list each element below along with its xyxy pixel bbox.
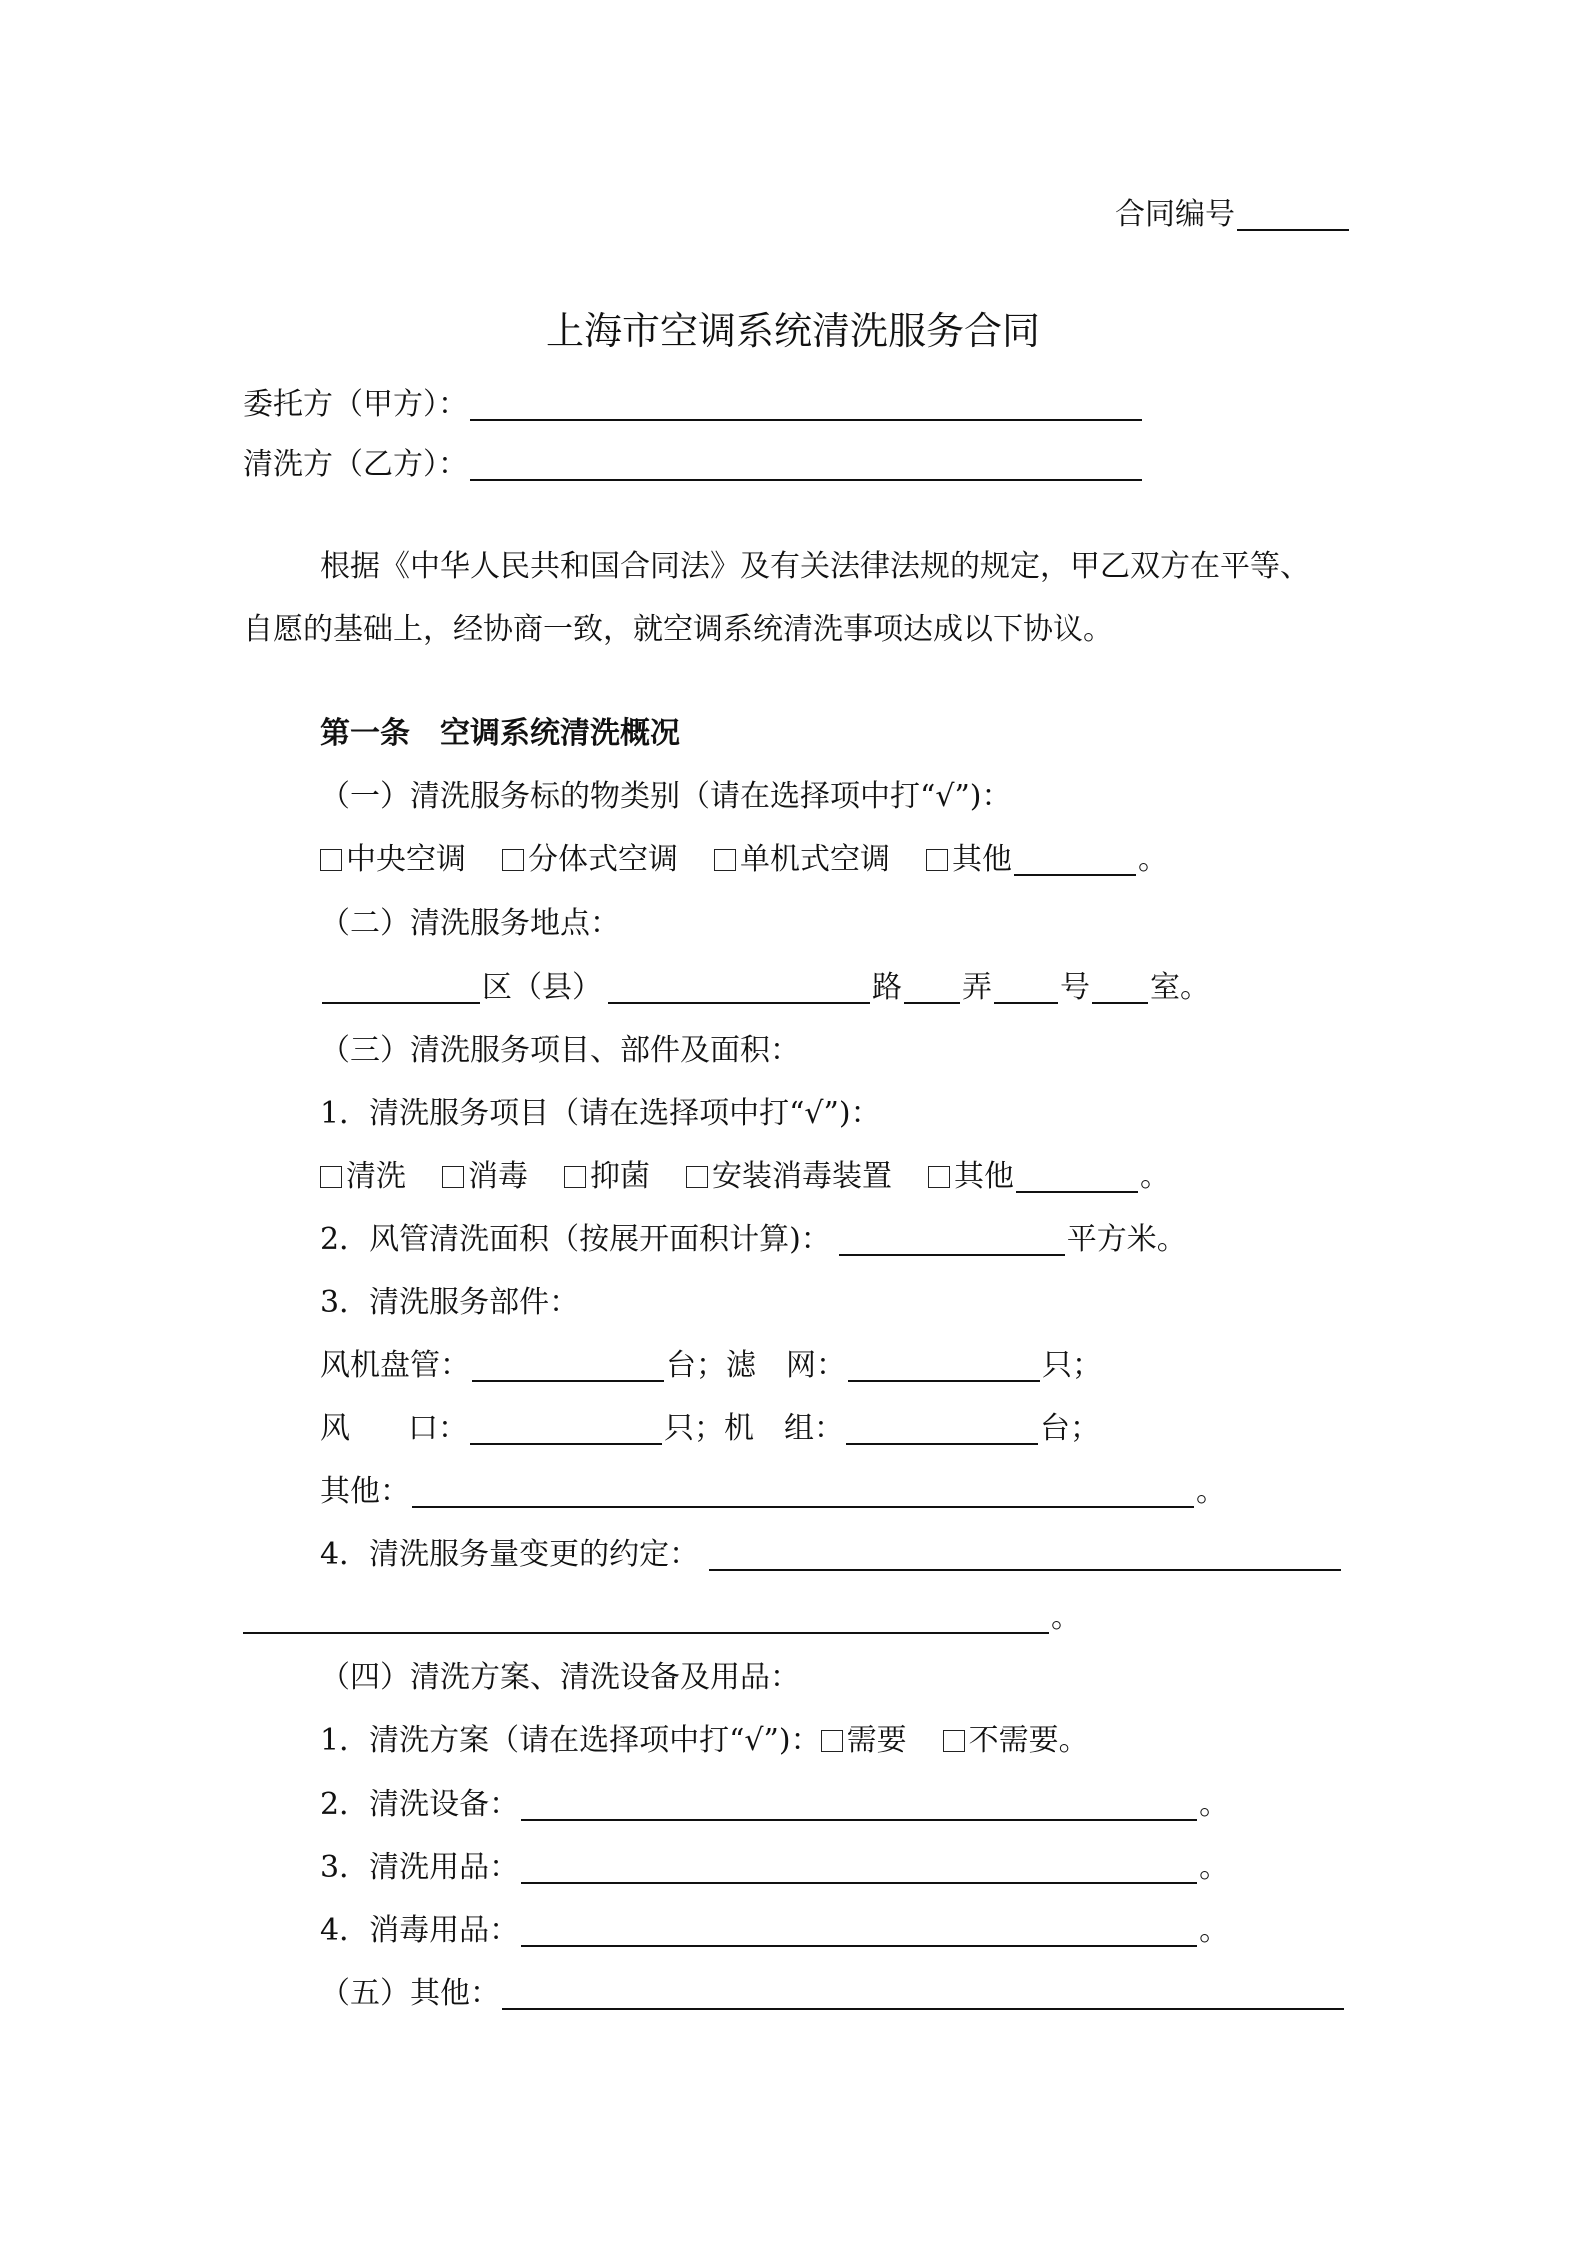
checkbox-icon[interactable] bbox=[926, 849, 948, 871]
option-central-ac[interactable]: 中央空调 bbox=[320, 838, 466, 882]
supplies-label: 3．清洗用品： bbox=[320, 1850, 520, 1885]
checkbox-icon[interactable] bbox=[502, 849, 524, 871]
filter-unit: 只； bbox=[1042, 1348, 1102, 1383]
option-window-ac[interactable]: 单机式空调 bbox=[714, 838, 890, 882]
section-4-title bbox=[320, 1656, 800, 1700]
filter-blank[interactable] bbox=[848, 1350, 1040, 1382]
preamble-line-1 bbox=[320, 545, 1310, 589]
section-3-item-4 bbox=[320, 1533, 1343, 1577]
option-antibacterial[interactable]: 抑菌 bbox=[564, 1155, 650, 1199]
fan-coil-unit: 台； bbox=[666, 1348, 726, 1383]
number-blank[interactable] bbox=[994, 972, 1058, 1004]
road-label: 路 bbox=[872, 970, 902, 1005]
number-label: 号 bbox=[1060, 970, 1090, 1005]
lane-blank[interactable] bbox=[904, 972, 960, 1004]
section-3-item-1-text: 1．清洗服务项目（请在选择项中打“√”)： bbox=[320, 1096, 881, 1131]
section-4-item-1 bbox=[320, 1719, 1089, 1763]
road-blank[interactable] bbox=[608, 972, 870, 1004]
article-1-heading bbox=[320, 712, 680, 756]
article-1-heading-text: 第一条 空调系统清洗概况 bbox=[320, 716, 680, 751]
option-other-service[interactable]: 其他 。 bbox=[928, 1155, 1170, 1199]
section-3-title-text: （三）清洗服务项目、部件及面积： bbox=[320, 1033, 800, 1068]
party-a-blank[interactable] bbox=[470, 389, 1142, 421]
equipment-label: 2．清洗设备： bbox=[320, 1787, 520, 1822]
section-1-options bbox=[320, 838, 1168, 882]
party-b-label: 清洗方（乙方）： bbox=[243, 447, 468, 482]
machine-unit: 台； bbox=[1040, 1411, 1100, 1446]
preamble-text-2: 自愿的基础上，经协商一致，就空调系统清洗事项达成以下协议。 bbox=[243, 612, 1113, 647]
change-agreement-blank-2[interactable] bbox=[243, 1602, 1049, 1634]
parts-row-2 bbox=[320, 1407, 1100, 1451]
section-3-item-1 bbox=[320, 1092, 881, 1136]
section-4-title-text: （四）清洗方案、清洗设备及用品： bbox=[320, 1660, 800, 1695]
checkbox-icon[interactable] bbox=[442, 1166, 464, 1188]
checkbox-icon[interactable] bbox=[928, 1166, 950, 1188]
section-3-item-3 bbox=[320, 1281, 579, 1325]
option-split-ac[interactable]: 分体式空调 bbox=[502, 838, 678, 882]
outlet-blank[interactable] bbox=[470, 1413, 662, 1445]
duct-area-label: 2．风管清洗面积（按展开面积计算)： bbox=[320, 1222, 831, 1257]
contract-number-row bbox=[1115, 193, 1351, 237]
option-cleaning[interactable]: 清洗 bbox=[320, 1155, 406, 1199]
contract-number-blank[interactable] bbox=[1237, 199, 1349, 231]
party-b-blank[interactable] bbox=[470, 449, 1142, 481]
supplies-blank[interactable] bbox=[521, 1852, 1197, 1884]
room-label: 室。 bbox=[1150, 970, 1210, 1005]
preamble-line-2 bbox=[243, 608, 1113, 652]
section-1-title bbox=[320, 775, 1012, 819]
section-3-item-2 bbox=[320, 1218, 1187, 1262]
checkbox-icon[interactable] bbox=[320, 1166, 342, 1188]
section-4-item-4: 4．消毒用品： 。 bbox=[320, 1909, 1229, 1953]
page-title bbox=[0, 305, 1586, 357]
section-4-item-3: 3．清洗用品： 。 bbox=[320, 1846, 1229, 1890]
lane-label: 弄 bbox=[962, 970, 992, 1005]
checkbox-icon[interactable] bbox=[821, 1730, 843, 1752]
option-plan-needed[interactable]: 需要 bbox=[821, 1719, 907, 1763]
option-install-device[interactable]: 安装消毒装置 bbox=[686, 1155, 892, 1199]
contract-number-label: 合同编号 bbox=[1115, 197, 1235, 232]
change-agreement-row-2: 。 bbox=[243, 1596, 1081, 1640]
party-a-label: 委托方（甲方）： bbox=[243, 387, 468, 422]
parts-other-blank[interactable] bbox=[412, 1476, 1194, 1508]
checkbox-icon[interactable] bbox=[714, 849, 736, 871]
section-2-title bbox=[320, 902, 620, 946]
duct-area-blank[interactable] bbox=[839, 1224, 1065, 1256]
outlet-label-b: 口： bbox=[408, 1411, 468, 1446]
district-blank[interactable] bbox=[322, 972, 480, 1004]
section-3-item-3-text: 3．清洗服务部件： bbox=[320, 1285, 580, 1320]
section-3-title bbox=[320, 1029, 800, 1073]
section-4-item-2: 2．清洗设备： 。 bbox=[320, 1783, 1229, 1827]
change-agreement-label: 4．清洗服务量变更的约定： bbox=[320, 1537, 700, 1572]
option-other[interactable]: 其他 。 bbox=[926, 838, 1168, 882]
option-other-blank[interactable] bbox=[1014, 844, 1136, 876]
filter-label: 滤 网： bbox=[726, 1348, 846, 1383]
disinfectant-label: 4．消毒用品： bbox=[320, 1913, 520, 1948]
option-plan-not-needed[interactable]: 不需要。 bbox=[943, 1719, 1089, 1763]
change-agreement-blank-1[interactable] bbox=[709, 1539, 1341, 1571]
fan-coil-blank[interactable] bbox=[472, 1350, 664, 1382]
section-5-blank[interactable] bbox=[502, 1978, 1344, 2010]
fan-coil-label: 风机盘管： bbox=[320, 1348, 470, 1383]
disinfectant-blank[interactable] bbox=[521, 1915, 1197, 1947]
outlet-unit: 只； bbox=[664, 1411, 724, 1446]
checkbox-icon[interactable] bbox=[943, 1730, 965, 1752]
section-5 bbox=[320, 1972, 1346, 2016]
option-other-service-blank[interactable] bbox=[1016, 1161, 1138, 1193]
plan-label: 1．清洗方案（请在选择项中打“√”)： bbox=[320, 1723, 821, 1758]
section-2-title-text: （二）清洗服务地点： bbox=[320, 906, 620, 941]
machine-label: 机 组： bbox=[724, 1411, 844, 1446]
parts-row-3: 其他： 。 bbox=[320, 1470, 1226, 1514]
duct-area-unit: 平方米。 bbox=[1066, 1222, 1187, 1257]
outlet-label-a: 风 bbox=[320, 1411, 350, 1446]
party-b-row bbox=[243, 443, 1144, 487]
page-title-text: 上海市空调系统清洗服务合同 bbox=[545, 309, 1040, 353]
room-blank[interactable] bbox=[1092, 972, 1148, 1004]
equipment-blank[interactable] bbox=[521, 1789, 1197, 1821]
parts-row-1 bbox=[320, 1344, 1102, 1388]
district-label: 区（县） bbox=[482, 970, 602, 1005]
section-1-title-text: （一）清洗服务标的物类别（请在选择项中打“√”)： bbox=[320, 779, 1012, 814]
preamble-text-1: 根据《中华人民共和国合同法》及有关法律法规的规定，甲乙双方在平等、 bbox=[320, 549, 1310, 584]
machine-blank[interactable] bbox=[846, 1413, 1038, 1445]
section-3-item-1-options bbox=[320, 1155, 1170, 1199]
checkbox-icon[interactable] bbox=[686, 1166, 708, 1188]
parts-other-label: 其他： bbox=[320, 1474, 410, 1509]
section-5-label: （五）其他： bbox=[320, 1976, 500, 2011]
address-row bbox=[320, 966, 1210, 1010]
party-a-row bbox=[243, 383, 1144, 427]
option-disinfection[interactable]: 消毒 bbox=[442, 1155, 528, 1199]
checkbox-icon[interactable] bbox=[564, 1166, 586, 1188]
checkbox-icon[interactable] bbox=[320, 849, 342, 871]
